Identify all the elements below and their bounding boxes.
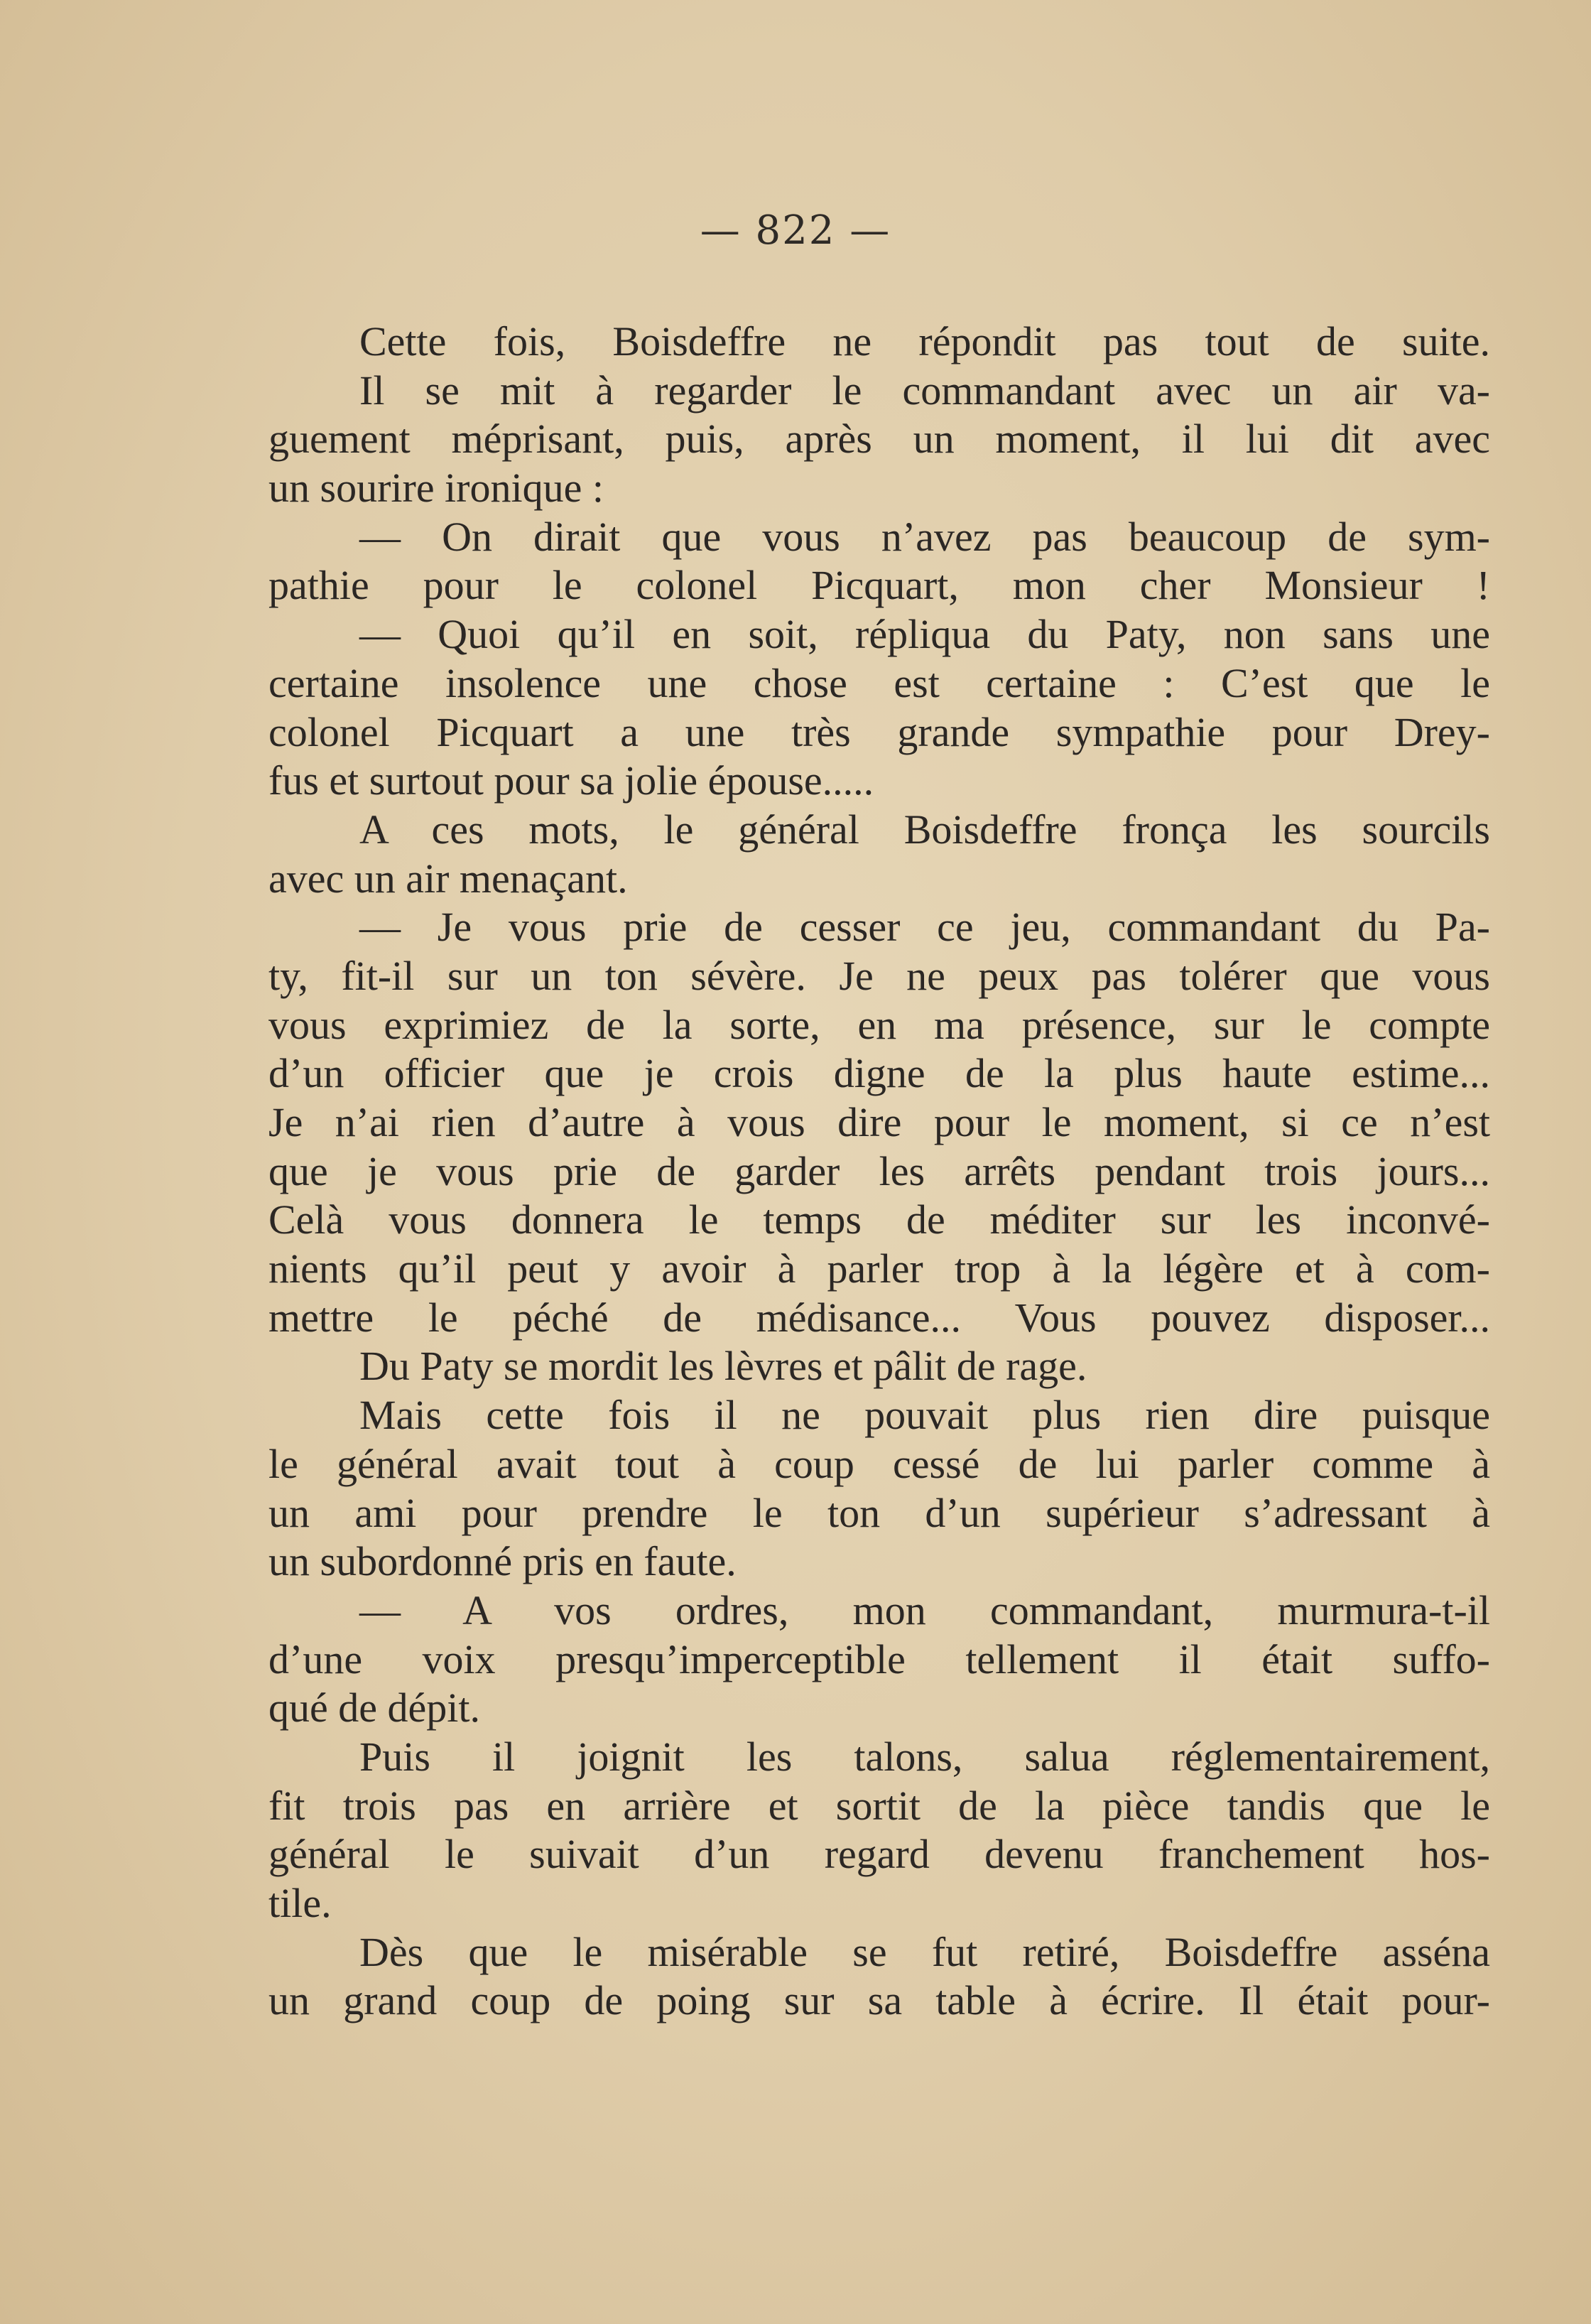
text-line: d’une voix presqu’imperceptible tellement il était suffo- [268,1636,1490,1682]
text-line: guement méprisant, puis, après un moment, il lui dit avec [268,416,1490,463]
page-number: — 822 — [700,207,891,254]
text-line: général le suivait d’un regard devenu franchement hos- [268,1831,1490,1878]
text-line: A ces mots, le général Boisdeffre fronça les sourcils [359,806,1490,853]
text-line: Je n’ai rien d’autre à vous dire pour le moment, si ce n’est [268,1099,1490,1145]
text-line: un sourire ironique : [268,465,604,512]
text-line: un subordonné pris en faute. [268,1538,737,1585]
text-line: Cette fois, Boisdeffre ne répondit pas tout de suite. [359,318,1490,364]
text-line: le général avait tout à coup cessé de lui parler comme à [268,1440,1490,1487]
text-line: nients qu’il peut y avoir à parler trop à la légère et à com- [268,1245,1490,1292]
text-line: tile. [268,1880,332,1926]
text-line: un ami pour prendre le ton d’un supérieur s’adressant à [268,1489,1490,1536]
text-line: d’un officier que je crois digne de la plus haute estime... [268,1050,1490,1097]
text-line: — A vos ordres, mon commandant, murmura-t-il [359,1587,1490,1633]
text-line: — Quoi qu’il en soit, répliqua du Paty, non sans une [359,611,1490,658]
text-line: vous exprimiez de la sorte, en ma présence, sur le compte [268,1001,1490,1048]
text-line: avec un air menaçant. [268,855,628,902]
text-line: fus et surtout pour sa jolie épouse..... [268,757,874,804]
text-line: pathie pour le colonel Picquart, mon cher Monsieur ! [268,562,1490,609]
text-line: ty, fit-il sur un ton sévère. Je ne peux pas tolérer que vous [268,952,1490,999]
text-line: Du Paty se mordit les lèvres et pâlit de rage. [359,1343,1087,1390]
text-line: colonel Picquart a une très grande sympathie pour Drey- [268,708,1490,755]
text-line: que je vous prie de garder les arrêts pendant trois jours... [268,1147,1490,1194]
text-line: — Je vous prie de cesser ce jeu, commandant du Pa- [359,904,1490,951]
text-line: fit trois pas en arrière et sortit de la pièce tandis que le [268,1782,1490,1829]
text-line: — On dirait que vous n’avez pas beaucoup de sym- [359,513,1490,560]
text-line: Celà vous donnera le temps de méditer sur les inconvé- [268,1196,1490,1243]
text-line: qué de dépit. [268,1685,480,1731]
text-line: mettre le péché de médisance... Vous pouvez disposer... [268,1294,1490,1341]
text-line: certaine insolence une chose est certaine : C’est que le [268,659,1490,706]
text-line: Il se mit à regarder le commandant avec un air va- [359,367,1490,414]
text-line: Puis il joignit les talons, salua réglementairement, [359,1733,1490,1780]
body-text [268,318,1490,2026]
text-line: un grand coup de poing sur sa table à écrire. Il était pour- [268,1977,1490,2024]
text-line: Dès que le misérable se fut retiré, Boisdeffre asséna [359,1928,1490,1975]
text-line: Mais cette fois il ne pouvait plus rien dire puisque [359,1392,1490,1439]
